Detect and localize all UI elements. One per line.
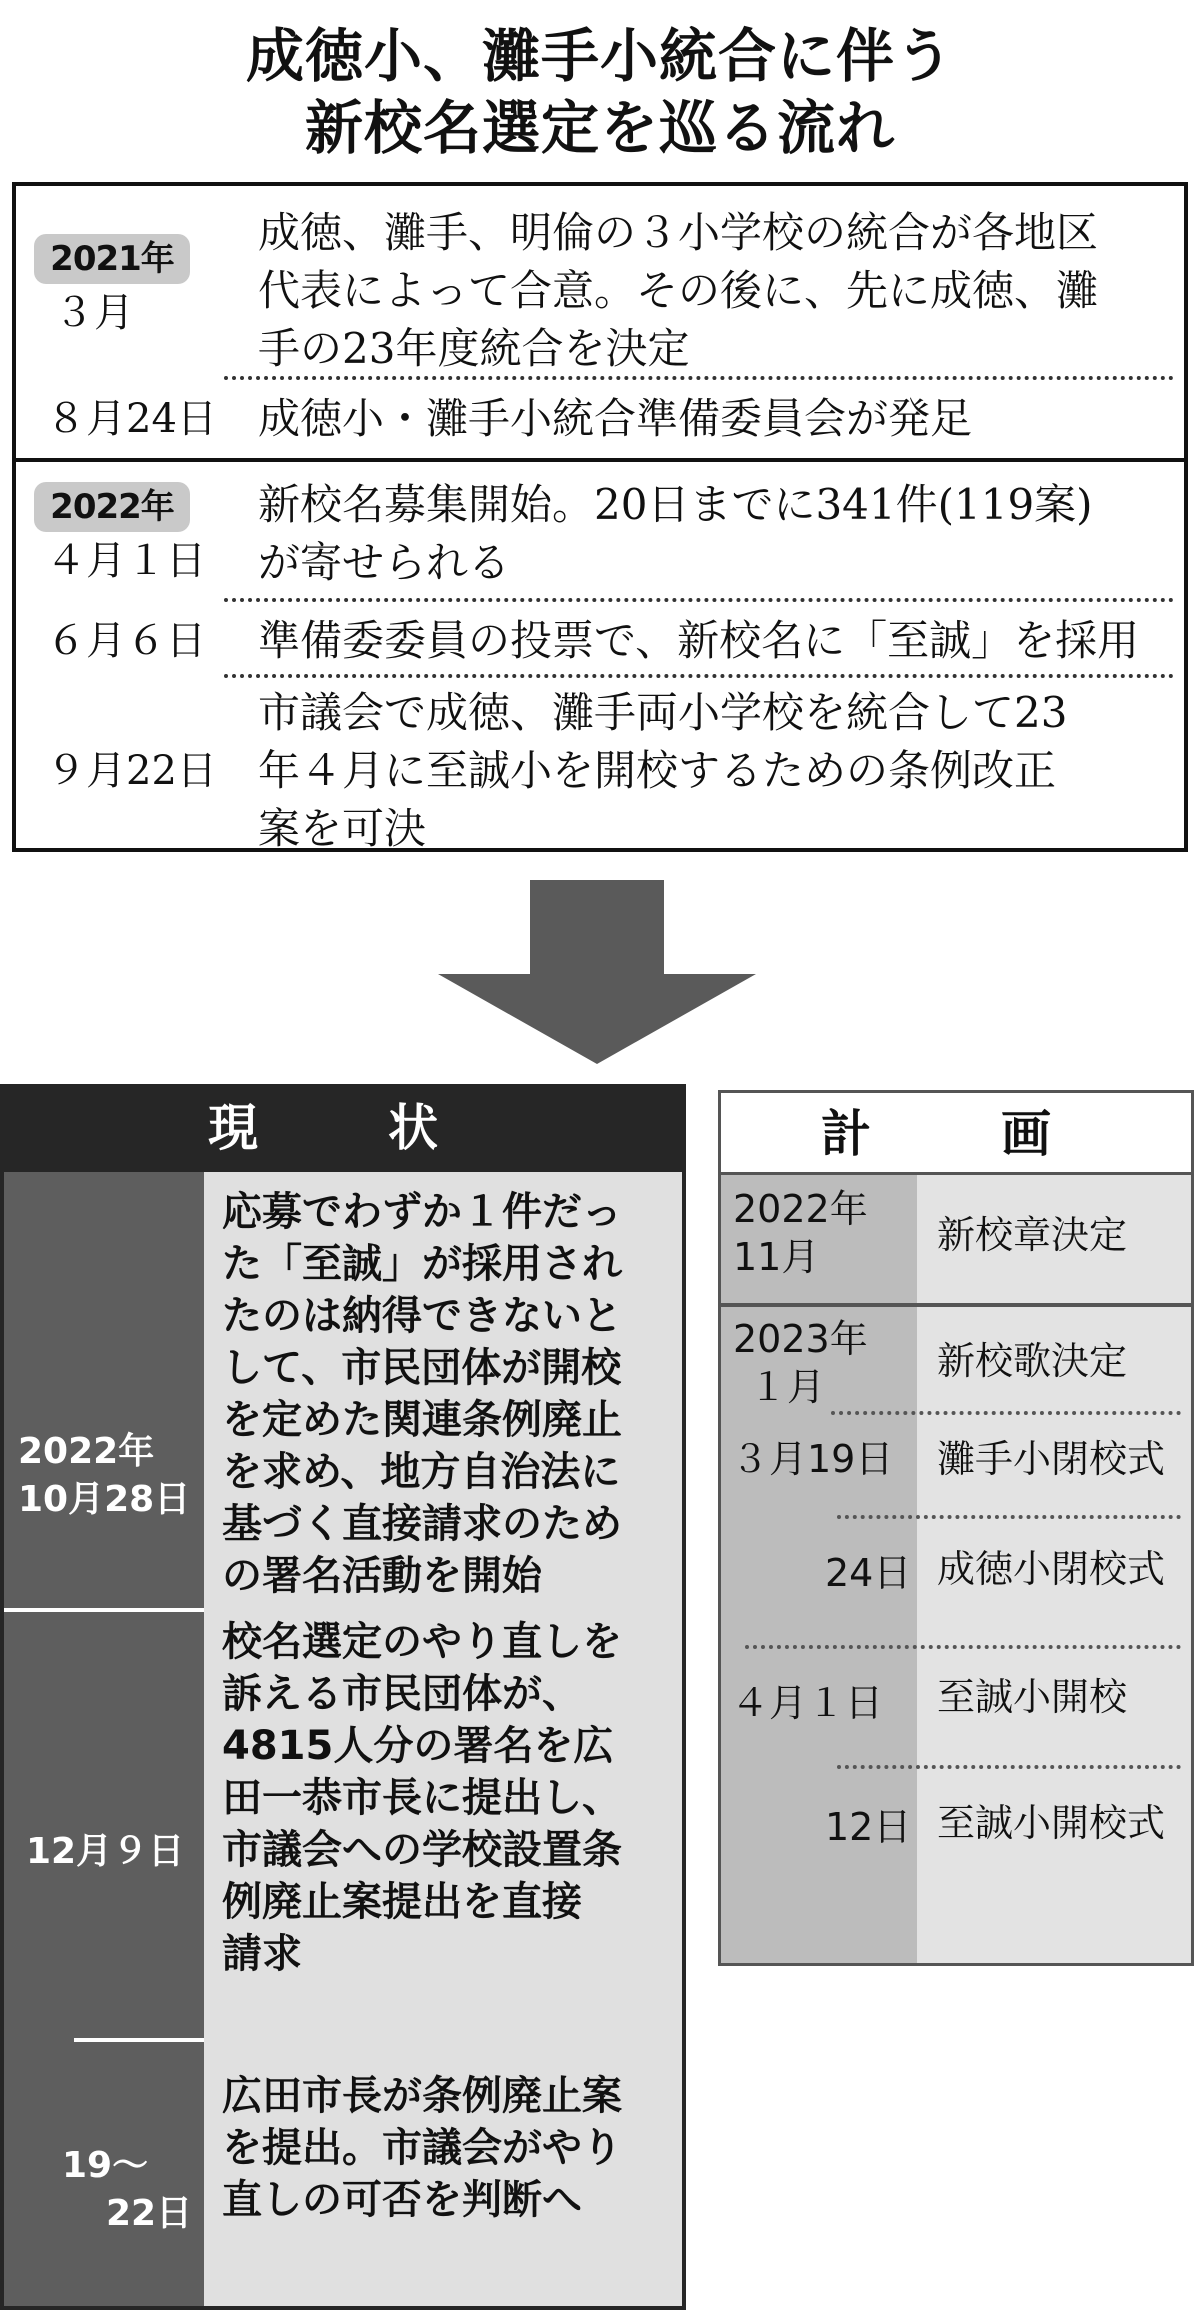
timeline-event-text: 新校名募集開始。20日までに341件(119案) が寄せられる [258, 480, 1093, 587]
plan-event-text: 新校歌決定 [937, 1339, 1128, 1383]
chart-title-line-2: 新校名選定を巡る流れ [304, 94, 895, 162]
timeline-date: ４月１日 [46, 538, 206, 584]
timeline-date: ８月24日 [46, 396, 217, 442]
plan-dotted-divider [837, 1515, 1181, 1519]
status-event-text: 応募でわずか１件だっ た「至誠」が採用され たのは納得できないと して、市民団体が開校 を定めた関連条例廃止 を求め、地方自治法に 基づく直接請求のため の署名活動を開始 [222, 1189, 622, 1599]
plan-body [721, 1175, 1191, 1963]
status-date: 19～ 22日 [62, 2145, 193, 2234]
status-date-column [4, 1172, 204, 2306]
status-divider [4, 1608, 204, 1612]
plan-panel [718, 1090, 1194, 1966]
timeline-date: ９月22日 [46, 748, 217, 794]
plan-date: 2022年 11月 [733, 1187, 868, 1279]
current-status-heading: 現 状 [0, 1084, 686, 1172]
timeline-year-badge: 2022年 [34, 482, 190, 532]
timeline-event-text: 成徳小・灘手小統合準備委員会が発足 [258, 394, 973, 443]
current-status-body [0, 1172, 686, 2310]
plan-event-text: 至誠小開校式 [937, 1801, 1166, 1845]
timeline-event-text: 成徳、灘手、明倫の３小学校の統合が各地区 代表によって合意。その後に、先に成徳、灘 手の23年度統合を決定 [258, 208, 1099, 373]
plan-event-text: 新校章決定 [937, 1213, 1128, 1257]
status-divider [74, 2038, 204, 2042]
timeline-date: ３月 [54, 290, 134, 336]
status-date: 12月９日 [26, 1831, 185, 1872]
status-event-text: 校名選定のやり直しを 訴える市民団体が、 4815人分の署名を広 田一恭市長に提出し、 市議会への学校設置条 例廃止案提出を直接 請求 [222, 1619, 622, 1977]
timeline-event-text: 市議会で成徳、灘手両小学校を統合して23 年４月に至誠小を開校するための条例改正 案を可決 [258, 688, 1068, 853]
plan-date: ４月１日 [731, 1681, 884, 1725]
current-status-panel [0, 1084, 686, 2310]
status-date: 2022年 10月28日 [18, 1431, 191, 1520]
chart-title-line-1: 成徳小、灘手小統合に伴う [245, 22, 954, 90]
timeline-date: ６月６日 [46, 618, 206, 664]
plan-event-text: 至誠小開校 [937, 1675, 1128, 1719]
plan-event-text: 成徳小閉校式 [937, 1547, 1166, 1591]
plan-event-text: 灘手小閉校式 [937, 1437, 1166, 1481]
plan-date: 2023年 １月 [733, 1317, 868, 1409]
timeline-year-badge: 2021年 [34, 234, 190, 284]
down-arrow-icon [0, 0, 1200, 1080]
plan-date: ３月19日 [731, 1437, 894, 1481]
plan-date: 24日 [825, 1551, 912, 1595]
plan-divider [721, 1303, 1191, 1307]
plan-date: 12日 [825, 1805, 912, 1849]
plan-dotted-divider [831, 1411, 1181, 1415]
plan-heading: 計 画 [721, 1093, 1191, 1175]
plan-dotted-divider [745, 1645, 1181, 1649]
plan-dotted-divider [837, 1765, 1181, 1769]
timeline-event-text: 準備委委員の投票で、新校名に「至誠」を採用 [258, 616, 1140, 665]
status-event-text: 広田市長が条例廃止案 を提出。市議会がやり 直しの可否を判断へ [222, 2073, 622, 2223]
